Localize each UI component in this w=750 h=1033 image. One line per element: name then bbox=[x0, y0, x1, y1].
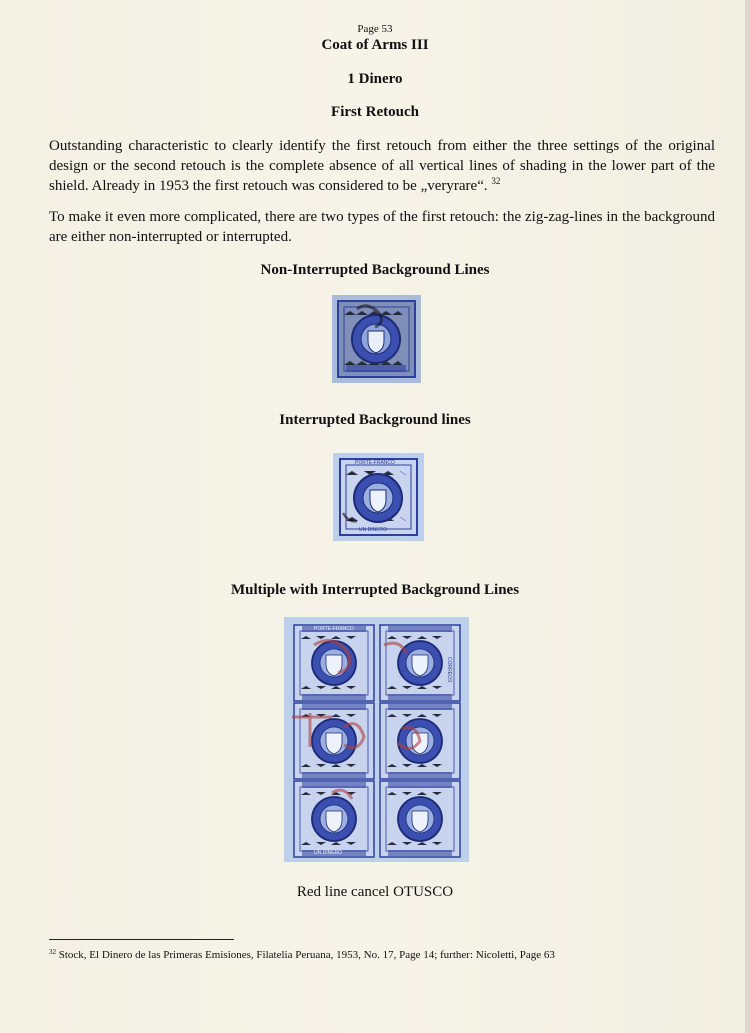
non-interrupted-heading: Non-Interrupted Background Lines bbox=[260, 262, 490, 278]
page-edge bbox=[745, 0, 750, 1033]
stamp-image-non-interrupted bbox=[332, 295, 421, 383]
types-paragraph: To make it even more complicated, there are two types of the first retouch: the zig-zag-lines in the background are either non-interrupted or interrupted. bbox=[49, 209, 715, 245]
footnote-number: 32 bbox=[49, 948, 56, 956]
footnote-text: Stock, El Dinero de las Primeras Emisiones, Filatelia Peruana, 1953, No. 17, Page 14; further: Nicoletti, Page 63 bbox=[58, 949, 555, 961]
block-caption: Red line cancel OTUSCO bbox=[296, 884, 454, 900]
footnote-divider bbox=[49, 939, 234, 940]
footnote-reference: 32 bbox=[491, 176, 501, 186]
description-paragraph bbox=[49, 136, 715, 196]
stamp-top-text: PORTE-FRANCO bbox=[355, 460, 395, 466]
page-title: Coat of Arms III bbox=[321, 37, 429, 53]
multiple-heading: Multiple with Interrupted Background Lines bbox=[230, 582, 520, 598]
stamp-block-of-six bbox=[284, 617, 469, 862]
interrupted-heading: Interrupted Background lines bbox=[279, 412, 471, 428]
page-subtitle: 1 Dinero bbox=[347, 71, 403, 87]
description-text: Outstanding characteristic to clearly identify the first retouch from either the three settings of the original design or the second retouch is the complete absence of all vertical lines of shading in the lower part of the shield. Already in 1953 the first retouch was considered to be „veryrare“. bbox=[49, 138, 715, 194]
stamp-image-interrupted bbox=[333, 453, 424, 541]
stamp-bottom-text: UN DINERO bbox=[359, 527, 388, 533]
block-bottom-text: UN DINERO bbox=[314, 850, 343, 856]
block-side-text: CORREOS bbox=[446, 657, 452, 683]
section-title: First Retouch bbox=[331, 104, 419, 120]
footnote bbox=[49, 949, 555, 961]
page-number: Page 53 bbox=[357, 23, 393, 35]
block-top-text: PORTE-FRANCO bbox=[314, 626, 354, 632]
